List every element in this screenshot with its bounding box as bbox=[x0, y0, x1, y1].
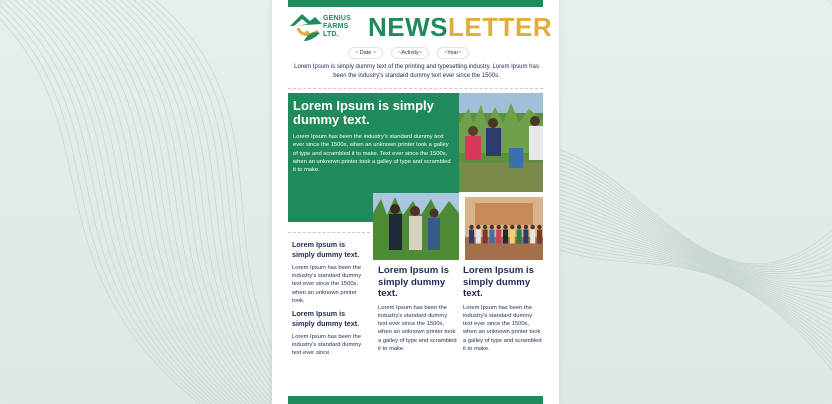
logo-line-2: FARMS bbox=[323, 23, 349, 30]
sidebar-heading: Lorem Ipsum is simply dummy text. bbox=[292, 309, 360, 329]
sidebar-heading: Lorem Ipsum is simply dummy text. bbox=[292, 240, 360, 259]
title-news: NEWS bbox=[368, 12, 448, 42]
sidebar-body: Lorem Ipsum has been the industry's standard dummy text ever since the 1500s, when an unknown printer took. bbox=[292, 265, 362, 304]
divider-left bbox=[288, 232, 370, 233]
date-pill: ~ Date ~ bbox=[348, 47, 383, 59]
article-heading: Lorem Ipsum is simply dummy text. bbox=[463, 265, 534, 299]
sidebar-body: Lorem Ipsum has been the industry's standard dummy text ever since. bbox=[292, 334, 362, 357]
field-photo-farmers bbox=[459, 93, 543, 192]
feature-heading: Lorem Ipsum is simply dummy text. bbox=[293, 98, 434, 127]
bottom-accent-bar bbox=[288, 396, 543, 404]
feature-body: Lorem Ipsum has been the industry's standard dummy text ever since the 1500s, when an unknown printer took a galley of type and scrambled it to make. Text ever since the 1500s, when an unknown printer took a galley of type and scrambled it to make. bbox=[293, 134, 451, 174]
logo-text bbox=[323, 15, 363, 39]
event-photo-group bbox=[465, 197, 543, 260]
article-body: Lorem Ipsum has been the industry's standard dummy text ever since the 1500s, when an unknown printer took a galley of type and scrambled it to make. bbox=[463, 304, 542, 352]
sidebar-articles bbox=[292, 240, 362, 362]
activity-pill: ~Activity~ bbox=[391, 47, 429, 59]
article-body: Lorem Ipsum has been the industry's standard dummy text ever since the 1500s, when an unknown printer took a galley of type and scrambled it to make. bbox=[378, 304, 457, 352]
logo-line-3: LTD. bbox=[323, 31, 339, 38]
article-column bbox=[463, 265, 543, 353]
field-photo-group bbox=[373, 193, 459, 260]
logo-line-1: GENIUS bbox=[323, 15, 352, 22]
newsletter-title bbox=[368, 12, 552, 42]
intro-text: Lorem Ipsum is simply dummy text of the printing and typesetting industry. Lorem Ipsum has been the industry's standard dummy text ever since the 1500s. bbox=[294, 64, 539, 79]
article-heading: Lorem Ipsum is simply dummy text. bbox=[378, 265, 449, 299]
article-column bbox=[378, 265, 458, 353]
meta-pills bbox=[348, 47, 498, 59]
newsletter-page bbox=[272, 0, 559, 404]
title-letter: LETTER bbox=[448, 12, 553, 42]
divider bbox=[288, 88, 543, 89]
year-pill: ~Year~ bbox=[437, 47, 469, 59]
top-accent-bar bbox=[288, 0, 543, 7]
